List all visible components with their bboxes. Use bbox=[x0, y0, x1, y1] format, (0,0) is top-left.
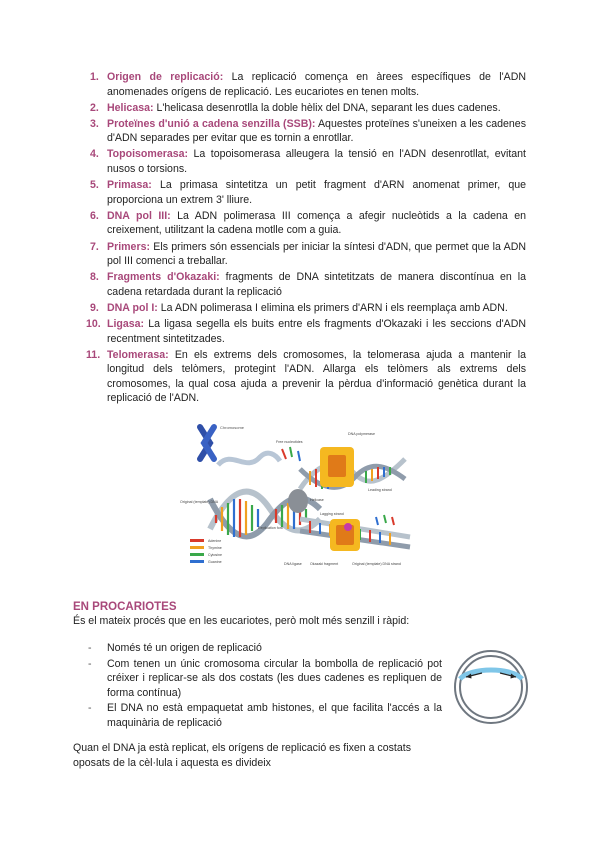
legend-thymine: Thymine bbox=[208, 546, 222, 550]
replication-bubble-figure bbox=[452, 645, 530, 729]
item-term: DNA pol I: bbox=[107, 301, 158, 314]
label-original-template-strand: Original (template) DNA strand bbox=[352, 562, 401, 566]
item-number: 9. bbox=[90, 301, 99, 314]
item-number: 2. bbox=[90, 101, 99, 114]
item-text: fragments de DNA sintetitzats de manera discontínua en la cadena retardada durant la replicació bbox=[107, 271, 526, 298]
item-number: 11. bbox=[86, 348, 101, 361]
list-item bbox=[74, 301, 526, 316]
list-item bbox=[74, 178, 526, 207]
label-chromosome: Chromosome bbox=[220, 425, 245, 430]
item-term: Primasa: bbox=[107, 179, 152, 192]
legend-adenine: Adenine bbox=[208, 539, 222, 543]
item-term: Ligasa: bbox=[107, 318, 145, 330]
item-text: La ADN polimerasa I elimina els primers d'ARN i els reemplaça amb ADN. bbox=[157, 301, 508, 314]
item-number: 10. bbox=[86, 318, 101, 330]
lower-polymerase-icon bbox=[330, 519, 360, 551]
label-original-template: Original (template) DNA bbox=[180, 500, 219, 504]
list-item bbox=[88, 701, 442, 730]
label-replication-fork: Replication fork bbox=[258, 526, 283, 530]
bullet-dash: - bbox=[88, 657, 92, 670]
section-intro: És el mateix procés que en les eucariotes, però molt més senzill i ràpid: bbox=[73, 615, 410, 627]
bullet-dash: - bbox=[88, 702, 92, 715]
point-text: Com tenen un únic cromosoma circular la bombolla de replicació pot créixer i replicar-se als dos costats (les dues cadenes es repliquen de forma contínua) bbox=[107, 657, 442, 699]
point-text: Només té un origen de replicació bbox=[107, 642, 262, 654]
procariotes-points-list bbox=[88, 641, 442, 732]
item-number: 3. bbox=[90, 117, 99, 130]
closing-paragraph: Quan el DNA ja està replicat, els orígens de replicació es fixen a costats oposats de la cèl·lula i aquesta es divideix bbox=[73, 742, 411, 769]
item-term: Telomerasa: bbox=[107, 348, 169, 361]
label-free-nucleotides: Free nucleotides bbox=[276, 440, 303, 444]
item-term: Topoisomerasa: bbox=[107, 148, 189, 161]
list-item bbox=[74, 317, 526, 346]
item-number: 5. bbox=[90, 179, 99, 192]
list-item bbox=[88, 657, 442, 701]
replication-steps-list bbox=[74, 70, 526, 408]
list-item bbox=[74, 240, 526, 269]
dna-polymerase-icon bbox=[320, 447, 354, 487]
list-item bbox=[88, 641, 442, 656]
item-text: Els primers són essencials per iniciar la síntesi d'ADN, que permet que la ADN pol III comenci a treballar. bbox=[107, 240, 526, 268]
legend-cytosine: Cytosine bbox=[208, 553, 222, 557]
label-leading-strand: Leading strand bbox=[368, 488, 392, 492]
list-item bbox=[74, 209, 526, 238]
item-text: La ADN polimerasa III comença a afegir nucleòtids a la cadena en creixement, utilitzant la cadena motlle com a guia. bbox=[107, 209, 526, 237]
list-item bbox=[74, 270, 526, 299]
item-number: 8. bbox=[90, 271, 99, 284]
item-text: La topoisomerasa alleugera la tensió en l'ADN desenrotllat, evitant nusos o torsions. bbox=[107, 148, 526, 176]
section-title: EN PROCARIOTES bbox=[73, 601, 177, 613]
label-okazaki: Okazaki fragment bbox=[310, 562, 339, 566]
list-item bbox=[74, 117, 526, 146]
list-item bbox=[74, 70, 526, 99]
item-term: Helicasa: bbox=[107, 101, 154, 114]
dna-replication-figure bbox=[180, 419, 420, 575]
label-dna-ligase: DNA ligase bbox=[284, 562, 302, 566]
item-term: Fragments d'Okazaki: bbox=[107, 271, 220, 284]
item-text: En els extrems dels cromosomes, la telomerasa ajuda a mantenir la longitud dels telòmers, protegint l'ADN. Allarga els telòmers als extrems dels cromosomes, la qual cosa ajuda a prevenir la pèrdua d'informació genètica durant la replicació de l'ADN. bbox=[107, 348, 526, 405]
item-number: 7. bbox=[90, 240, 99, 253]
label-lagging-strand: Lagging strand bbox=[320, 512, 344, 516]
item-term: DNA pol III: bbox=[107, 209, 171, 222]
list-item bbox=[74, 348, 526, 406]
item-text: La primasa sintetitza un petit fragment d'ARN anomenat primer, que proporciona un extrem 3' lliure. bbox=[107, 179, 526, 206]
item-term: Primers: bbox=[107, 240, 150, 253]
legend-guanine: Guanine bbox=[208, 560, 222, 564]
item-term: Proteïnes d'unió a cadena senzilla (SSB): bbox=[107, 117, 316, 130]
item-number: 4. bbox=[90, 148, 99, 161]
list-item bbox=[74, 147, 526, 176]
list-item bbox=[74, 101, 526, 116]
label-helicase: Helicase bbox=[310, 498, 324, 502]
label-dna-polymerase: DNA polymerase bbox=[348, 432, 375, 436]
item-number: 1. bbox=[90, 71, 99, 83]
item-text: La replicació comença en àrees específiques de l'ADN anomenades orígens de replicació. Les eucariotes en tenen molts. bbox=[107, 71, 526, 98]
item-term: Origen de replicació: bbox=[107, 71, 224, 83]
helicase-icon bbox=[288, 489, 308, 513]
bullet-dash: - bbox=[88, 642, 92, 654]
item-text: L'helicasa desenrotlla la doble hèlix del DNA, separant les dues cadenes. bbox=[153, 101, 501, 114]
item-text: La ligasa segella els buits entre els fragments d'Okazaki i les seccions d'ADN recentment sintetitzades. bbox=[107, 318, 526, 345]
item-number: 6. bbox=[90, 209, 99, 222]
point-text: El DNA no està empaquetat amb histones, el que facilita l'accés a la maquinària de replicació bbox=[107, 702, 442, 729]
item-text: Aquestes proteïnes s'uneixen a les cadenes d'ADN separades per evitar que es tornin a enrotllar. bbox=[107, 117, 526, 145]
